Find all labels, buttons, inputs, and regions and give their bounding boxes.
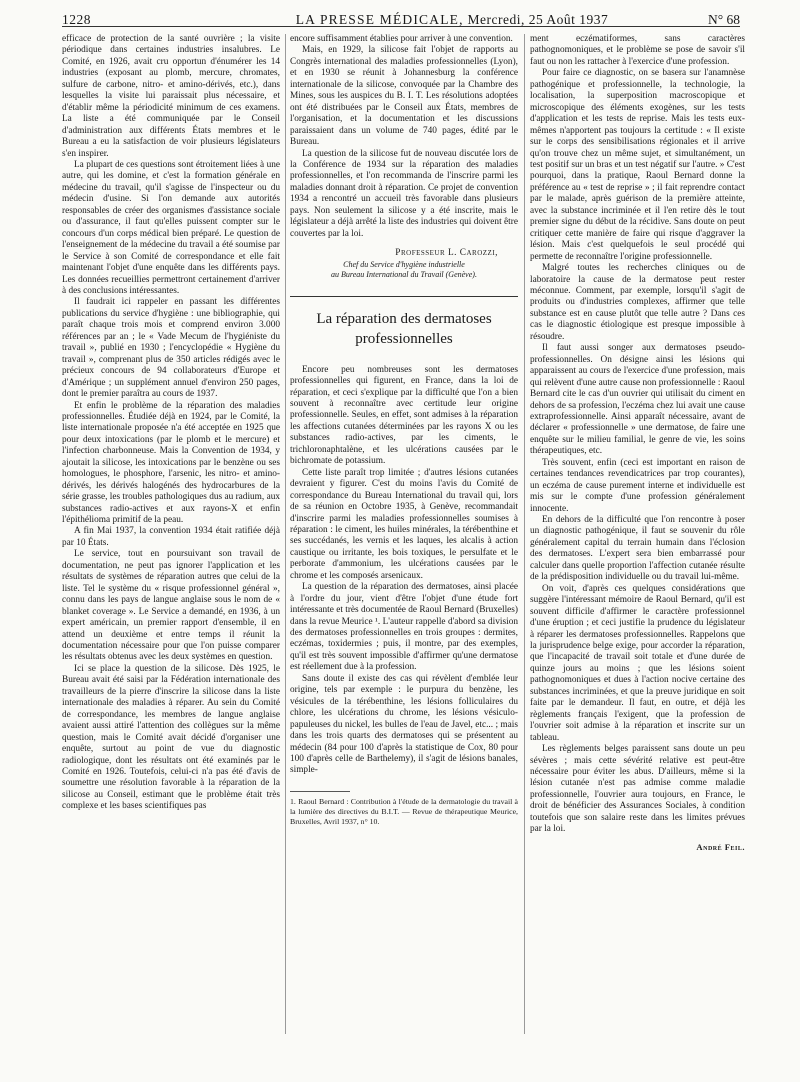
column-separator	[285, 34, 286, 1034]
author-signature	[290, 248, 518, 259]
paragraph: Il faudrait ici rappeler en passant les différentes publications du service d'hygiène : une bibliographie, qui paraît chaque trois mois et comprend environ 3.000 références par an ; le « Vade Mecum de l'hygiéniste du travail », publié en 1930 ; l'encyclopédie « Hygiène du travail », comprenant plus de 350 articles rédigés avec le précieux concours de 94 collaborateurs d'Europe et d'Amérique ; un supplément annuel d'environ 250 pages, dont le premier paraîtra au cours de 1937.	[62, 297, 280, 400]
paragraph: Très souvent, enfin (ceci est important en raison de certaines tendances revendicatrices par trop courantes), un eczéma de cause purement interne et individuelle est mis sur le compte d'une profession généralement innocente.	[530, 457, 745, 514]
paragraph: La plupart de ces questions sont étroitement liées à une autre, qui les domine, et c'est la formation générale en médecine du travail, qu'il s'agisse de l'inspecteur ou du médecin d'usine. Si l'on demande aux autorités responsables de créer des organismes d'assistance sociale ou d'assurance, il faut qu'elles puissent compter sur le concours d'un corps médical bien préparé. Le question de l'enseignement de la médecine du travail a été soumise par le Service à son Comité de correspondance et elle fait maintenant l'objet d'une enquête dans les différents pays. Les données recueillies permettront certainement d'arriver à des conclusions intéressantes.	[62, 159, 280, 296]
paragraph: Cette liste paraît trop limitée ; d'autres lésions cutanées devraient y figurer. C'est du moins l'avis du Comité de correspondance du Bureau International du travail qui, lors de sa réunion en Octobre 1935, à Genève, recommandait d'inscrire parmi les maladies professionnelles soumises à réparation : le ciment, les huiles minérales, la térébenthine et ses succédanés, les vernis et les laques, les alcalis à action caustique ou irritante, les bois toxiques, le persulfate et le perborate d'ammonium, les ulcérations causées par le chrome et les composés arsenicaux.	[290, 467, 518, 581]
author-role: Chef du Service d'hygiène industrielle	[343, 259, 465, 269]
issue-number: N° 68	[707, 12, 740, 27]
paragraph: On voit, d'après ces quelques considérations que suggère l'intéressant mémoire de Raoul Bernard, qu'il est souvent difficile d'affirmer le caractère professionnel d'une éruption ; et ceci justifie la prudence du législateur à réparer les dermatoses professionnelles. Rappelons que la jurisprudence belge exige, pour accorder la réparation, que l'incapacité de travail soit totale et d'une durée de quinze jours au moins ; que les lésions soient pathognomoniques et dues à l'action nocive certaine des substances incriminées, et que la preuve juridique en soit faite par le demandeur. Il faut, en outre, et déjà les règlements français l'exigent, que la profession de l'ouvrier soit admise à la réparation et inscrite sur un tableau.	[530, 583, 745, 743]
article-divider	[290, 296, 518, 297]
final-signature: André Feil.	[696, 841, 745, 852]
paragraph: La question de la réparation des dermatoses, ainsi placée à l'ordre du jour, vient d'être l'objet d'une étude fort intéressante et très documentée de Raoul Bernard (Bruxelles) dans la revue Meurice ¹. L'auteur rappelle d'abord sa division des dermatoses professionnelles en trois groupes : dermites, eczémas, toxidermies ; puis, il montre, par des exemples, qu'il est très souvent impossible d'affirmer qu'une dermatose est réellement due à la profession.	[290, 582, 518, 673]
paragraph: En dehors de la difficulté que l'on rencontre à poser un diagnostic pathogénique, il faut se souvenir du rôle généralement capital du terrain humain dans l'éclosion des dermatoses. L'expert sera bien embarrassé pour calculer dans quelle proportion l'affection cutanée résulte de la prédisposition individuelle ou du travail lui-même.	[530, 515, 745, 583]
footnote-rule	[290, 791, 350, 792]
paragraph: A fin Mai 1937, la convention 1934 était ratifiée déjà par 10 États.	[62, 526, 280, 548]
paragraph: Encore peu nombreuses sont les dermatoses professionnelles qui figurent, en France, dans la loi de réparation, et ceci s'explique par la difficulté que l'on a bien souvent à reconnaître avec certitude leur origine professionnelle. Seules, en effet, sont admises à la réparation les affections cutanées déterminées par les rayons X ou les substances radio-actives, par les ciments, le trichloronaphtalène, et les ulcérations causées par le bichromate de potassium.	[290, 364, 518, 467]
paragraph: ment eczématiformes, sans caractères pathognomoniques, et le problème se pose de savoir s'il faut ou non les rattacher à l'exercice d'une profession.	[530, 34, 745, 67]
paragraph: La question de la silicose fut de nouveau discutée lors de la Conférence de 1934 sur la réparation des maladies professionnelles, et l'on recommanda de l'inscrire parmi les maladies donnant droit à réparation. Ce projet de convention 1934 a rencontré un accueil très favorable dans plusieurs pays. Non seulement la silicose y a été inscrite, mais le législateur a déjà arrêté la liste des industries qui doivent être couvertes par la loi.	[290, 148, 518, 239]
paragraph: Le service, tout en poursuivant son travail de documentation, ne peut pas ignorer l'application et les résultats de systèmes de réparation autres que celui de la liste. Tel le système du « risque professionnel général », connu dans les pays de langue anglaise sous le nom de « blanket coverage ». Le Service a demandé, en 1936, à un expert américain, un premier rapport d'ensemble, il en attend un deuxième et entre temps il réunit la documentation nécessaire pour que l'on puisse comparer les résultats obtenus avec les deux systèmes en question.	[62, 549, 280, 663]
paragraph: Sans doute il existe des cas qui révèlent d'emblée leur origine, tels par exemple : le purpura du benzène, les vésicules de la térébenthine, les lésions folliculaires du chlore, les ulcérations du chrome, les lésions vésiculo-papuleuses du nickel, les bulles de l'eau de Javel, etc... ; mais dans les trois quarts des dermatoses qui se présentent au médecin (84 pour 100 d'après la statistique de Cox, 80 pour 100 d'après celle de Barthelemy), il s'agit de lésions banales, simple-	[290, 673, 518, 776]
page-header	[62, 12, 740, 36]
column-separator	[524, 34, 525, 1034]
journal-name: LA PRESSE MÉDICALE,	[295, 12, 464, 27]
paragraph: efficace de protection de la santé ouvrière ; la visite périodique dans certaines industries insalubres. Le Comité, en 1926, avait cru opportun d'énumérer les 14 industries (exposant au plomb, mercure, chromates, sulfure de carbone, nitro- et amino-dérivés, etc.), dans lesquelles la visite lui paraissait plus nécessaire, et d'établir même la périodicité minimum de ces examens. La liste a été communiquée par le Conseil d'administration aux différents États membres et le Bureau a eu la satisfaction de voir plusieurs législateurs s'en inspirer.	[62, 34, 280, 159]
paragraph: encore suffisamment établies pour arriver à une convention.	[290, 34, 513, 44]
column-2	[290, 34, 518, 826]
author-affiliation: au Bureau International du Travail (Genève).	[331, 269, 477, 279]
footnote: 1. Raoul Bernard : Contribution à l'étude de la dermatologie du travail à la lumière des directives du B.I.T. — Revue de thérapeutique Meurice, Bruxelles, Avril 1937, n° 10.	[290, 796, 518, 826]
paragraph: Mais, en 1929, la silicose fait l'objet de rapports au Congrès international des maladies professionnelles (Lyon), et en 1930 se réunit à Johannesburg la conférence internationale de la silicose, convoquée par la Chambre des Mines, sous les auspices du B. I. T. Les résolutions adoptées ont été distribuées par le Conseil aux États, membres de l'organisation, et la documentation et les discussions paraissaient dans un volume de 740 pages, édité par le Bureau.	[290, 45, 518, 148]
header-rule	[62, 26, 740, 27]
author-name: Professeur L. Carozzi,	[395, 248, 498, 259]
paragraph: Les règlements belges paraissent sans doute un peu sévères ; mais cette sévérité relative est peut-être nécessaire pour éviter les abus. D'ailleurs, même si la lésion cutanée n'est pas admise comme maladie professionnelle, l'ouvrier aura toujours, en France, le droit de bénéficier des Assurances Sociales, à condition toutefois que son salaire reste dans les limites prévues par la loi.	[530, 744, 745, 835]
paragraph: Ici se place la question de la silicose. Dès 1925, le Bureau avait été saisi par la Fédération internationale des travailleurs de la pierre d'inscrire la silicose dans la liste internationale des maladies à réparer. Au sein du Comité de correspondance, les membres de langue anglaise avaient aussi attiré l'attention des collègues sur la même question, mais le Comité avait décidé d'organiser une enquête, surtout au point de vue du diagnostic radiologique, dont les résultats ont été examinés par le Comité en 1926. Toutefois, celui-ci n'a pas été d'avis de soumettre une résolution favorable à la réparation de la silicose au Conseil, estimant que le problème était très complexe et les bases scientifiques pas	[62, 663, 280, 812]
paragraph: Et enfin le problème de la réparation des maladies professionnelles. Étudiée déjà en 1924, par le Comité, la liste internationale proposée n'a été acceptée en 1925 que pour deux intoxications (par le plomb et le mercure) et l'infection charbonneuse. Mais la Convention de 1934, y ajoutait la silicose, les intoxications par le benzène ou ses homologues, le phosphore, l'arsenic, les nitro- et amino-dérivés, les dérivés halogénés des hydrocarbures de la série grasse, les troubles pathologiques dus au radium, aux substances radio-actives et aux rayons-X et enfin l'épithélioma primitif de la peau.	[62, 400, 280, 526]
paragraph: Malgré toutes les recherches cliniques ou de laboratoire la cause de la dermatose peut rester méconnue. Comment, par exemple, lorsqu'il s'agit de produits ou d'industries complexes, affirmer que telle substance est en cause plutôt que telle autre ? Dans ces cas le diagnostic étiologique est presque impossible à résoudre.	[530, 263, 745, 342]
article-title: La réparation des dermatoses professionnelles	[316, 310, 492, 347]
paragraph: Pour faire ce diagnostic, on se basera sur l'anamnèse pathogénique et professionnelle, la technologie, la localisation, la superposition macroscopique et microscopique des éléments exogènes, sur les tests d'application et les tests de reprise. Mais les tests eux-mêmes n'apportent pas toujours la certitude : « Il existe sur le corps des sensibilisations régionales et il arrive qu'on trouve chez un même sujet, et simultanément, un test positif sur un bras et un test négatif sur l'autre. » C'est pourquoi, dans la pratique, Raoul Bernard donne la préférence au « test de reprise » ; il fait reprendre contact par le malade, après guérison de la première atteinte, avec la substance incriminée et il l'en retire dès le tout premier signe du début de la récidive. Sans doute on peut critiquer cette manière de faire qui risque d'aggraver la lésion. Mais c'est quelquefois le seul procédé qui permette de reconnaître l'origine professionnelle.	[530, 68, 745, 262]
issue-date: Mercredi, 25 Août 1937	[467, 12, 609, 27]
paragraph: Il faut aussi songer aux dermatoses pseudo-professionnelles. On désigne ainsi les lésions qui apparaissent au cours de l'exercice d'une profession, mais qui relèvent d'une autre cause non professionnelle : Raoul Bernard cite le cas d'un ouvrier qui utilisait du ciment en dehors de sa profession, l'eczéma chez lui avait une cause extraprofessionnelle. Ainsi apparaît nécessaire, avant de déclarer « professionnelle » une dermatose, de faire une enquête sur le milieu familial, le genre de vie, les soins thérapeutiques, etc.	[530, 343, 745, 457]
page-number: 1228	[62, 12, 91, 27]
column-3	[530, 34, 745, 853]
column-1	[62, 34, 280, 813]
